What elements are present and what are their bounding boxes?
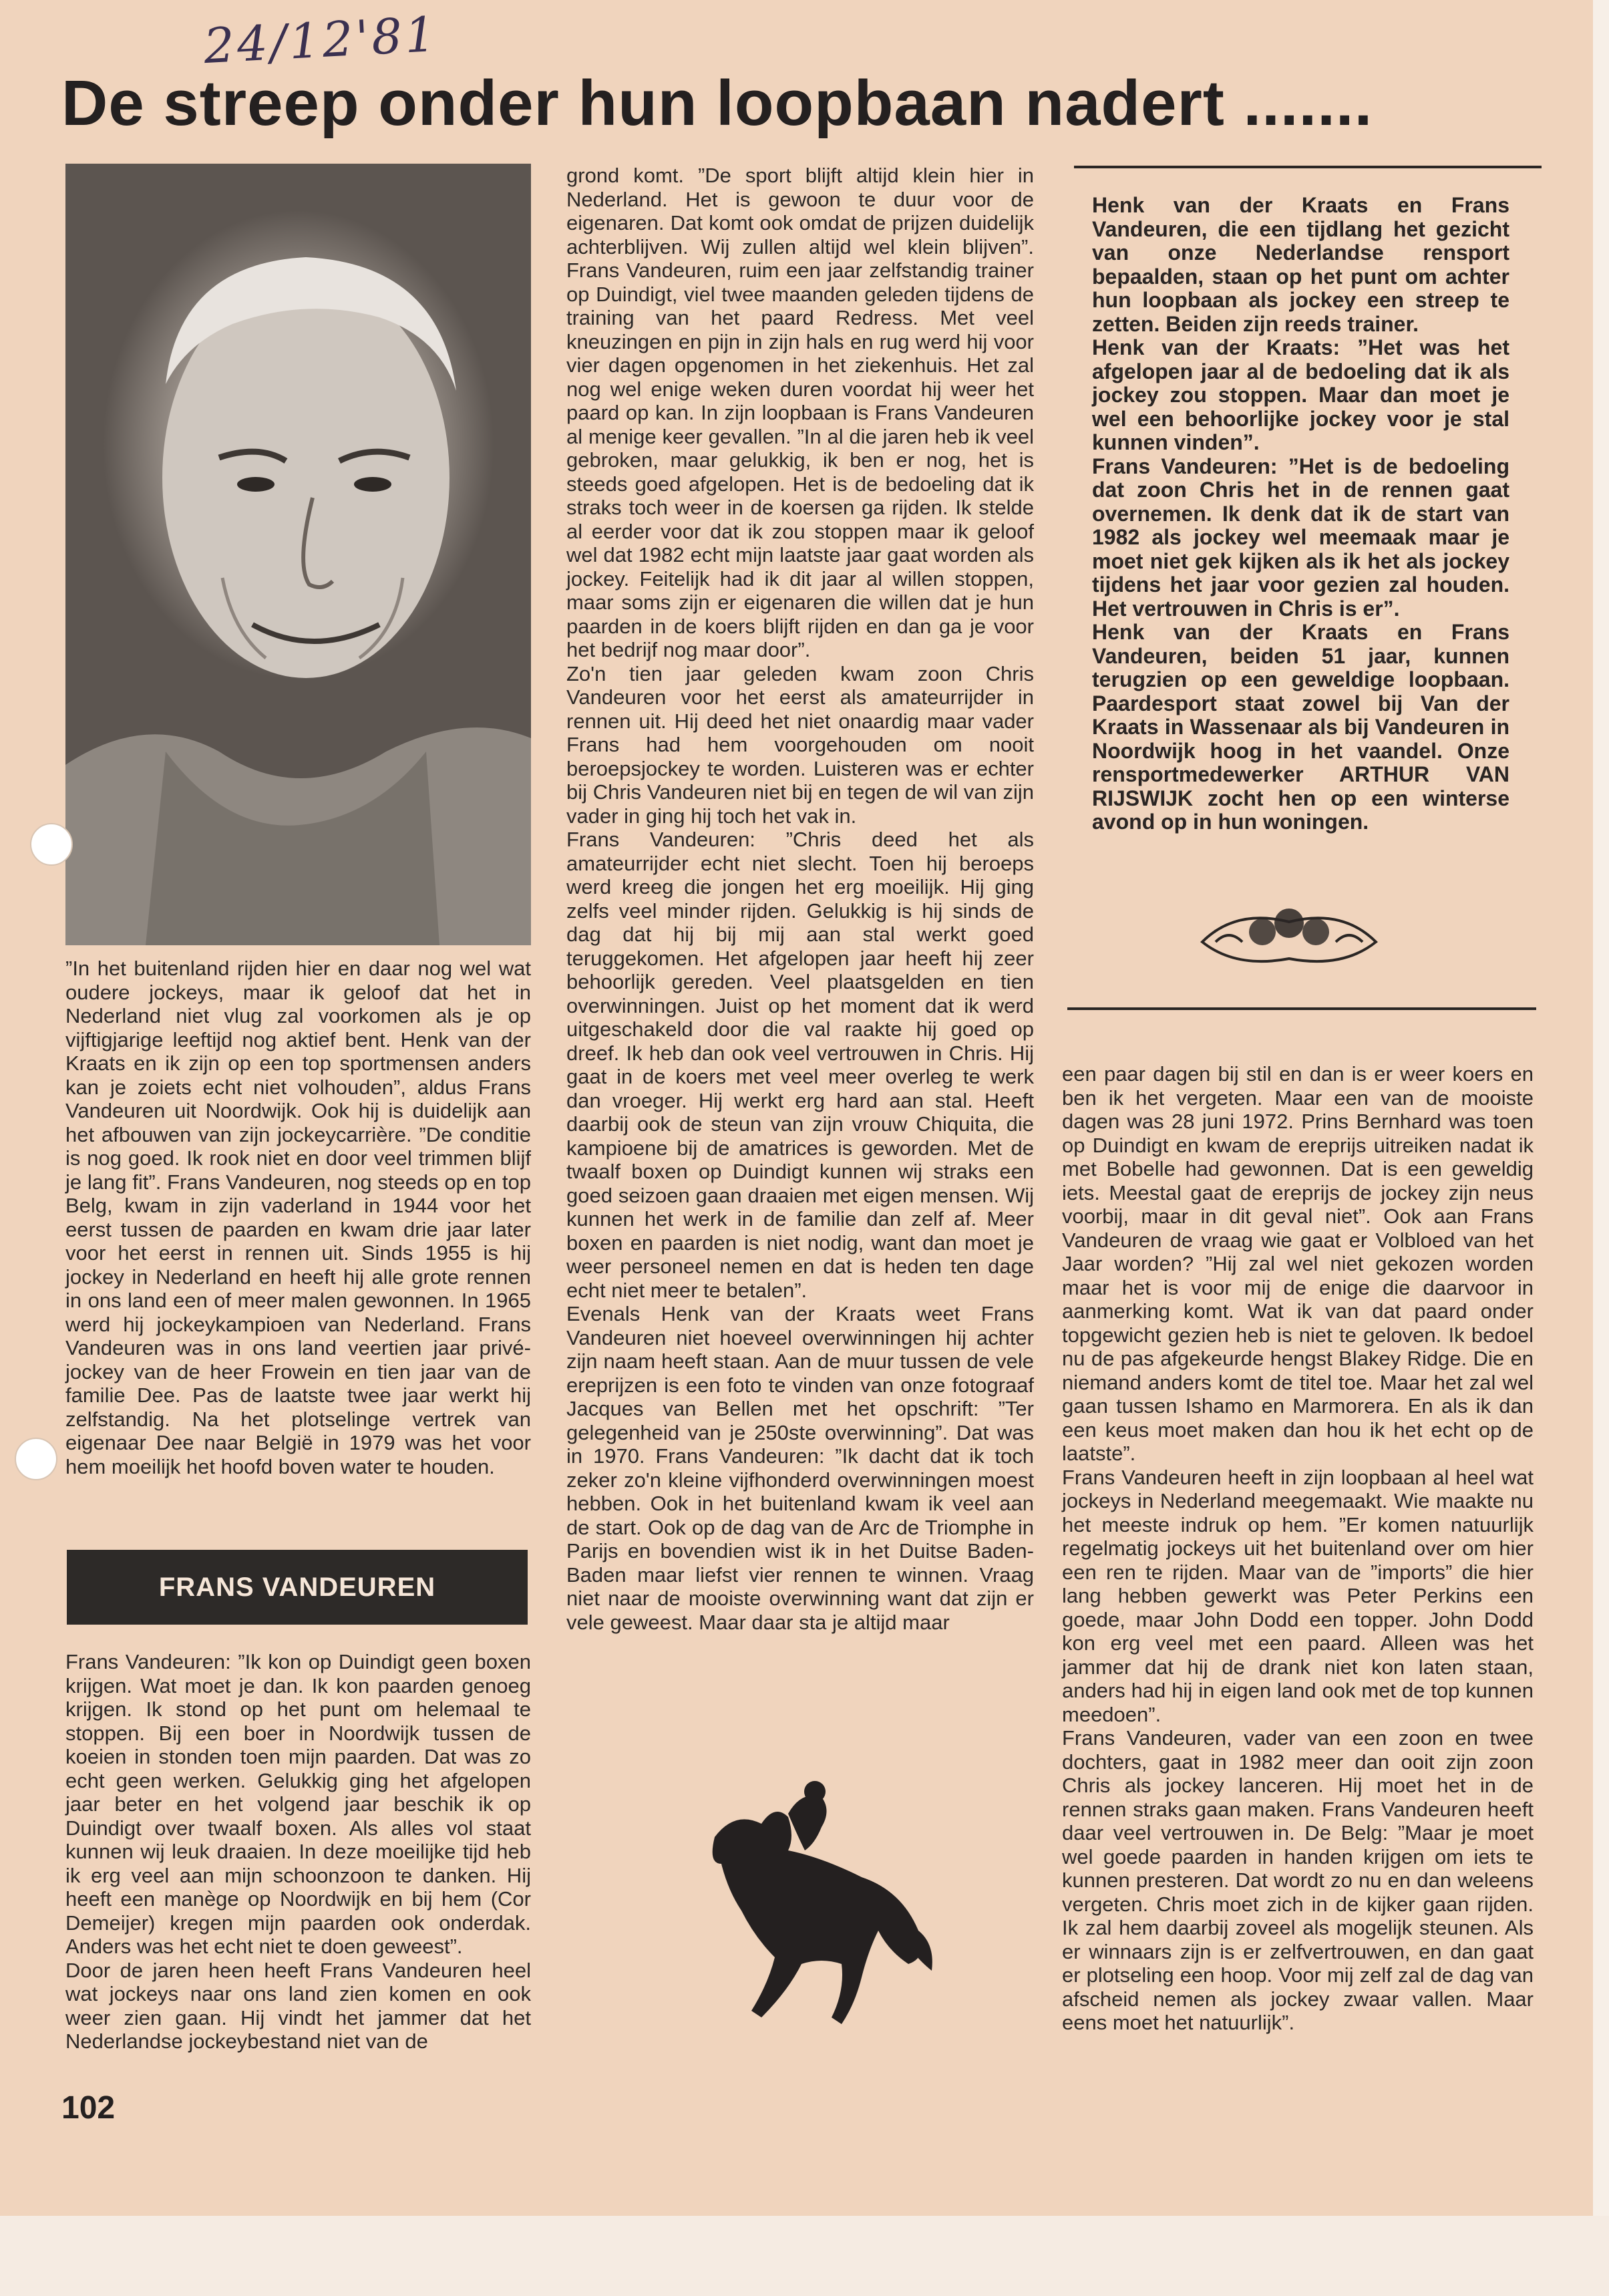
intro-paragraph: Henk van der Kraats: ”Het was het afgelopen jaar al de bedoeling dat ik als jockey zou stoppen. Maar dan moet je wel een behoorlijke jockey voor je stal kunnen vinden”.	[1092, 335, 1509, 454]
paragraph: Zo'n tien jaar geleden kwam zoon Chris Vandeuren voor het eerst als amateurrijder in rennen uit. Hij deed het niet onaardig maar vader Frans had hem voorgehouden om nooit beroepsjockey te worden. Luisteren was er echter bij Chris Vandeuren niet bij en tegen de wil van zijn vader in ging hij toch het vak in.	[566, 661, 1034, 828]
handwritten-date: 24/12'81	[202, 5, 439, 75]
column-middle	[566, 164, 1034, 1634]
paragraph: Frans Vandeuren heeft in zijn loopbaan al heel wat jockeys in Nederland meegemaakt. Wie maakte nu het meeste indruk op hem. ”Er komen natuurlijk regelmatig jockeys uit het buitenland over om hier een ren te rijden. Maar van de ”imports” die hier lang hebben gewerkt was Peter Perkins een goede, maar John Dodd een topper. John Dodd kon erg veel met een paard. Alleen was het jammer dat hij de drank niet kon laten staan, anders had hij in eigen land ook met de top kunnen meedoen”.	[1062, 1465, 1534, 1726]
paragraph: Frans Vandeuren, vader van een zoon en twee dochters, gaat in 1982 meer dan ooit zijn zoon Chris als jockey lanceren. Hij moet het in de rennen straks gaan maken. Frans Vandeuren heeft daar veel vertrouwen in. De Belg: ”Maar je moet wel goede paarden in handen krijgen om iets te kunnen presteren. Dat wordt zo nu en dan weleens vergeten. Chris moet zich in de kijker gaan rijden. Ik zal hem daarbij zoveel als mogelijk steunen. Als er winnaars zijn is er zelfvertrouwen, en dan gaat er plotseling een hoop. Voor mij zelf zal de dag van afscheid nemen als jockey zwaar vallen. Maar eens moet het natuurlijk”.	[1062, 1726, 1534, 2034]
paragraph: een paar dagen bij stil en dan is er weer koers en ben ik het vergeten. Maar een van de mooiste dagen was 28 juni 1972. Prins Bernhard was toen op Duindigt en kwam de ereprijs uitreiken nadat ik met Bobelle had gewonnen. Dat is een geweldig iets. Meestal gaat de ereprijs de jockey zijn neus voorbij, maar in dit geval niet”. Ook aan Frans Vandeuren de vraag wie gaat er Volbloed van het Jaar worden? ”Hij zal wel niet gekozen worden maar het is voor mij de enige die daarvoor in aanmerking komt. Wat ik van dat paard onder topgewicht gezien heb is niet te geloven. Ik bedoel nu de pas afgekeurde hengst Blakey Ridge. Die en niemand anders komt de titel toe. Maar het zal wel gaan tussen Ishamo en Marmorera. En als ik dan een keus moet maken dan hou ik het echt op de laatste”.	[1062, 1062, 1534, 1465]
intro-paragraph: Henk van der Kraats en Frans Vandeuren, die een tijdlang het gezicht van onze Nederlandse rensport bepaalden, staan op het punt om achter hun loopbaan als jockey een streep te zetten. Beiden zijn reeds trainer.	[1092, 193, 1509, 336]
portrait-illustration	[65, 164, 531, 945]
paragraph: Frans Vandeuren: ”Chris deed het als amateurrijder echt niet slecht. Toen hij beroeps werd kreeg die jongen het erg moeilijk. Hij ging zelfs veel minder rijden. Gelukkig is hij sinds de dag dat hij bij mij aan stal werkt goed teruggekomen. Het afgelopen jaar heeft hij zeer behoorlijk gereden. Veel plaatsgelden en tien overwinningen. Juist op het moment dat ik werd uitgeschakeld door die val raakte hij goed op dreef. Ik heb dan ook veel vertrouwen in Chris. Hij gaat in de koers met veel meer overleg te werk dan vroeger. Hij werkt erg hard aan stal. Heeft daarbij ook de steun van zijn vrouw Chiquita, die kampioene bij de amatrices is geworden. Met de twaalf boxen op Duindigt kunnen wij straks een goed seizoen gaan draaien met eigen mensen. Wij kunnen het werk in de familie dan zelf af. Meer boxen en paarden is niet nodig, want dan moet je weer personeel nemen en dat is heden ten dage echt niet meer te betalen”.	[566, 828, 1034, 1302]
horse-and-jockey-icon	[688, 1777, 942, 2037]
page-edge-right	[1593, 0, 1609, 2296]
portrait-photo	[65, 164, 531, 945]
paragraph: grond komt. ”De sport blijft altijd klein hier in Nederland. Het is gewoon te duur voor de eigenaren. Dat komt ook omdat de prijzen duidelijk achterblijven. Wij zullen altijd wel klein blijven”. Frans Vandeuren, ruim een jaar zelfstandig trainer op Duindigt, viel twee maanden geleden tijdens de training van het paard Redress. Met veel kneuzingen en pijn in zijn hals en rug werd hij voor vier dagen opgenomen in het ziekenhuis. Het zal nog wel enige weken duren voordat hij weer het paard op kan. In zijn loopbaan is Frans Vandeuren al menige keer gevallen. ”In al die jaren heb ik veel gebroken, maar gelukkig, ik ben er nog, het is steeds goed afgelopen. Het is de bedoeling dat ik straks toch weer in de koersen ga rijden. Ik stelde al eerder voor dat ik zou stoppen maar ik geloof wel dat 1982 echt mijn laatste jaar gaat worden als jockey. Feitelijk had ik dit jaar al willen stoppen, maar soms zijn er eigenaren die willen dat je hun paarden in de koers blijft rijden en dan ga je voor het bedrijf nog maar door”.	[566, 164, 1034, 661]
section-banner: FRANS VANDEUREN	[67, 1550, 528, 1625]
paragraph: Door de jaren heen heeft Frans Vandeuren heel wat jockeys naar ons land zien komen en ook weer zien gaan. Hij vindt het jammer dat het Nederlandse jockeybestand niet van de	[65, 1958, 531, 2053]
racehorse-illustration	[688, 1777, 942, 2041]
intro-top-rule	[1074, 166, 1542, 168]
column-left-top	[65, 957, 531, 1478]
intro-paragraph: Henk van der Kraats en Frans Vandeuren, beiden 51 jaar, kunnen terugzien op een geweldige loopbaan. Paardesport staat zowel bij Van der Kraats in Wassenaar als bij Vandeuren in Noordwijk hoog in het vaandel. Onze rensportmedewerker ARTHUR VAN RIJSWIJK zocht hen op een winterse avond op in hun woningen.	[1092, 620, 1509, 834]
column-right	[1062, 1062, 1534, 2035]
paragraph: Evenals Henk van der Kraats weet Frans Vandeuren niet hoeveel overwinningen hij achter zijn naam heeft staan. Aan de muur tussen de vele ereprijzen is een foto te vinden van onze fotograaf Jacques van Bellen met het opschrift: ”Ter gelegenheid van je 250ste overwinning”. Dat was in 1970. Frans Vandeuren: ”Ik dacht dat ik toch zeker zo'n kleine vijfhonderd overwinningen moest hebben. Ook in het buitenland kwam ik veel aan de start. Ook op de dag van de Arc de Triomphe in Parijs en bovendien wist ik in het Duitse Baden-Baden maar liefst vier rennen te winnen. Vraag niet naar de mooiste overwinning want dat zijn er vele geweest. Maar daar sta je altijd maar	[566, 1302, 1034, 1634]
page-number: 102	[61, 2090, 116, 2126]
paragraph: ”In het buitenland rijden hier en daar nog wel wat oudere jockeys, maar ik geloof dat het in Nederland niet vlug zal voorkomen als je op vijftigjarige leeftijd nog aktief bent. Henk van der Kraats en ik zijn op een top sportmensen anders kan je zoiets echt niet volhouden”, aldus Frans Vandeuren uit Noordwijk. Ook hij is duidelijk aan het afbouwen van zijn jockeycarrière. ”De conditie is nog goed. Ik rook niet en door veel trimmen blijf je lang fit”. Frans Vandeuren, nog steeds op en top Belg, kwam in zijn vaderland in 1944 voor het eerst tussen de paarden en kwam drie jaar later voor het eerst in rennen uit. Sinds 1955 is hij jockey in Nederland en heeft hij alle grote rennen in ons land een of meer malen gewonnen. In 1965 werd hij jockeykampioen van Nederland. Frans Vandeuren was in ons land veertien jaar privé-jockey van de heer Frowein en tien jaar van de familie Dee. Pas de laatste twee jaar werkt hij zelfstandig. Na het plotselinge vertrek van eigenaar Dee naar België in 1979 was het voor hem moeilijk het hoofd boven water te houden.	[65, 957, 531, 1478]
punch-hole	[15, 1438, 57, 1480]
intro-bottom-rule	[1067, 1007, 1536, 1010]
paragraph: Frans Vandeuren: ”Ik kon op Duindigt geen boxen krijgen. Wat moet je dan. Ik kon paarden genoeg krijgen. Ik stond op het punt om helemaal te stoppen. Bij een boer in Noordwijk tussen de koeien in stonden toen mijn paarden. Dat was zo echt geen werken. Gelukkig ging het afgelopen jaar beter en het volgend jaar beschik ik op Duindigt over twaalf boxen. Als alles vol staat kunnen wij leuk draaien. In deze moeilijke tijd heb ik erg veel aan mijn schoonzoon te danken. Hij heeft een manège op Noordwijk en bij hem (Cor Demeijer) kregen mijn paarden ook onderdak. Anders was het echt niet te doen geweest”.	[65, 1650, 531, 1958]
column-left-bottom	[65, 1650, 531, 2054]
punch-hole	[30, 823, 73, 866]
intro-paragraph: Frans Vandeuren: ”Het is de bedoeling dat zoon Chris het in de rennen gaat overnemen. Ik denk dat ik de start van 1982 als jockey wel meemaak maar je moet niet gek kijken als ik het als jockey tijdens het jaar voor gezien zal houden. Het vertrouwen in Chris is er”.	[1092, 454, 1509, 621]
page-edge-bottom	[0, 2216, 1609, 2296]
article-title: De streep onder hun loopbaan nadert .......	[61, 67, 1373, 139]
intro-box	[1092, 194, 1509, 834]
floral-ornament	[1196, 882, 1383, 985]
ornament-icon	[1196, 882, 1383, 982]
